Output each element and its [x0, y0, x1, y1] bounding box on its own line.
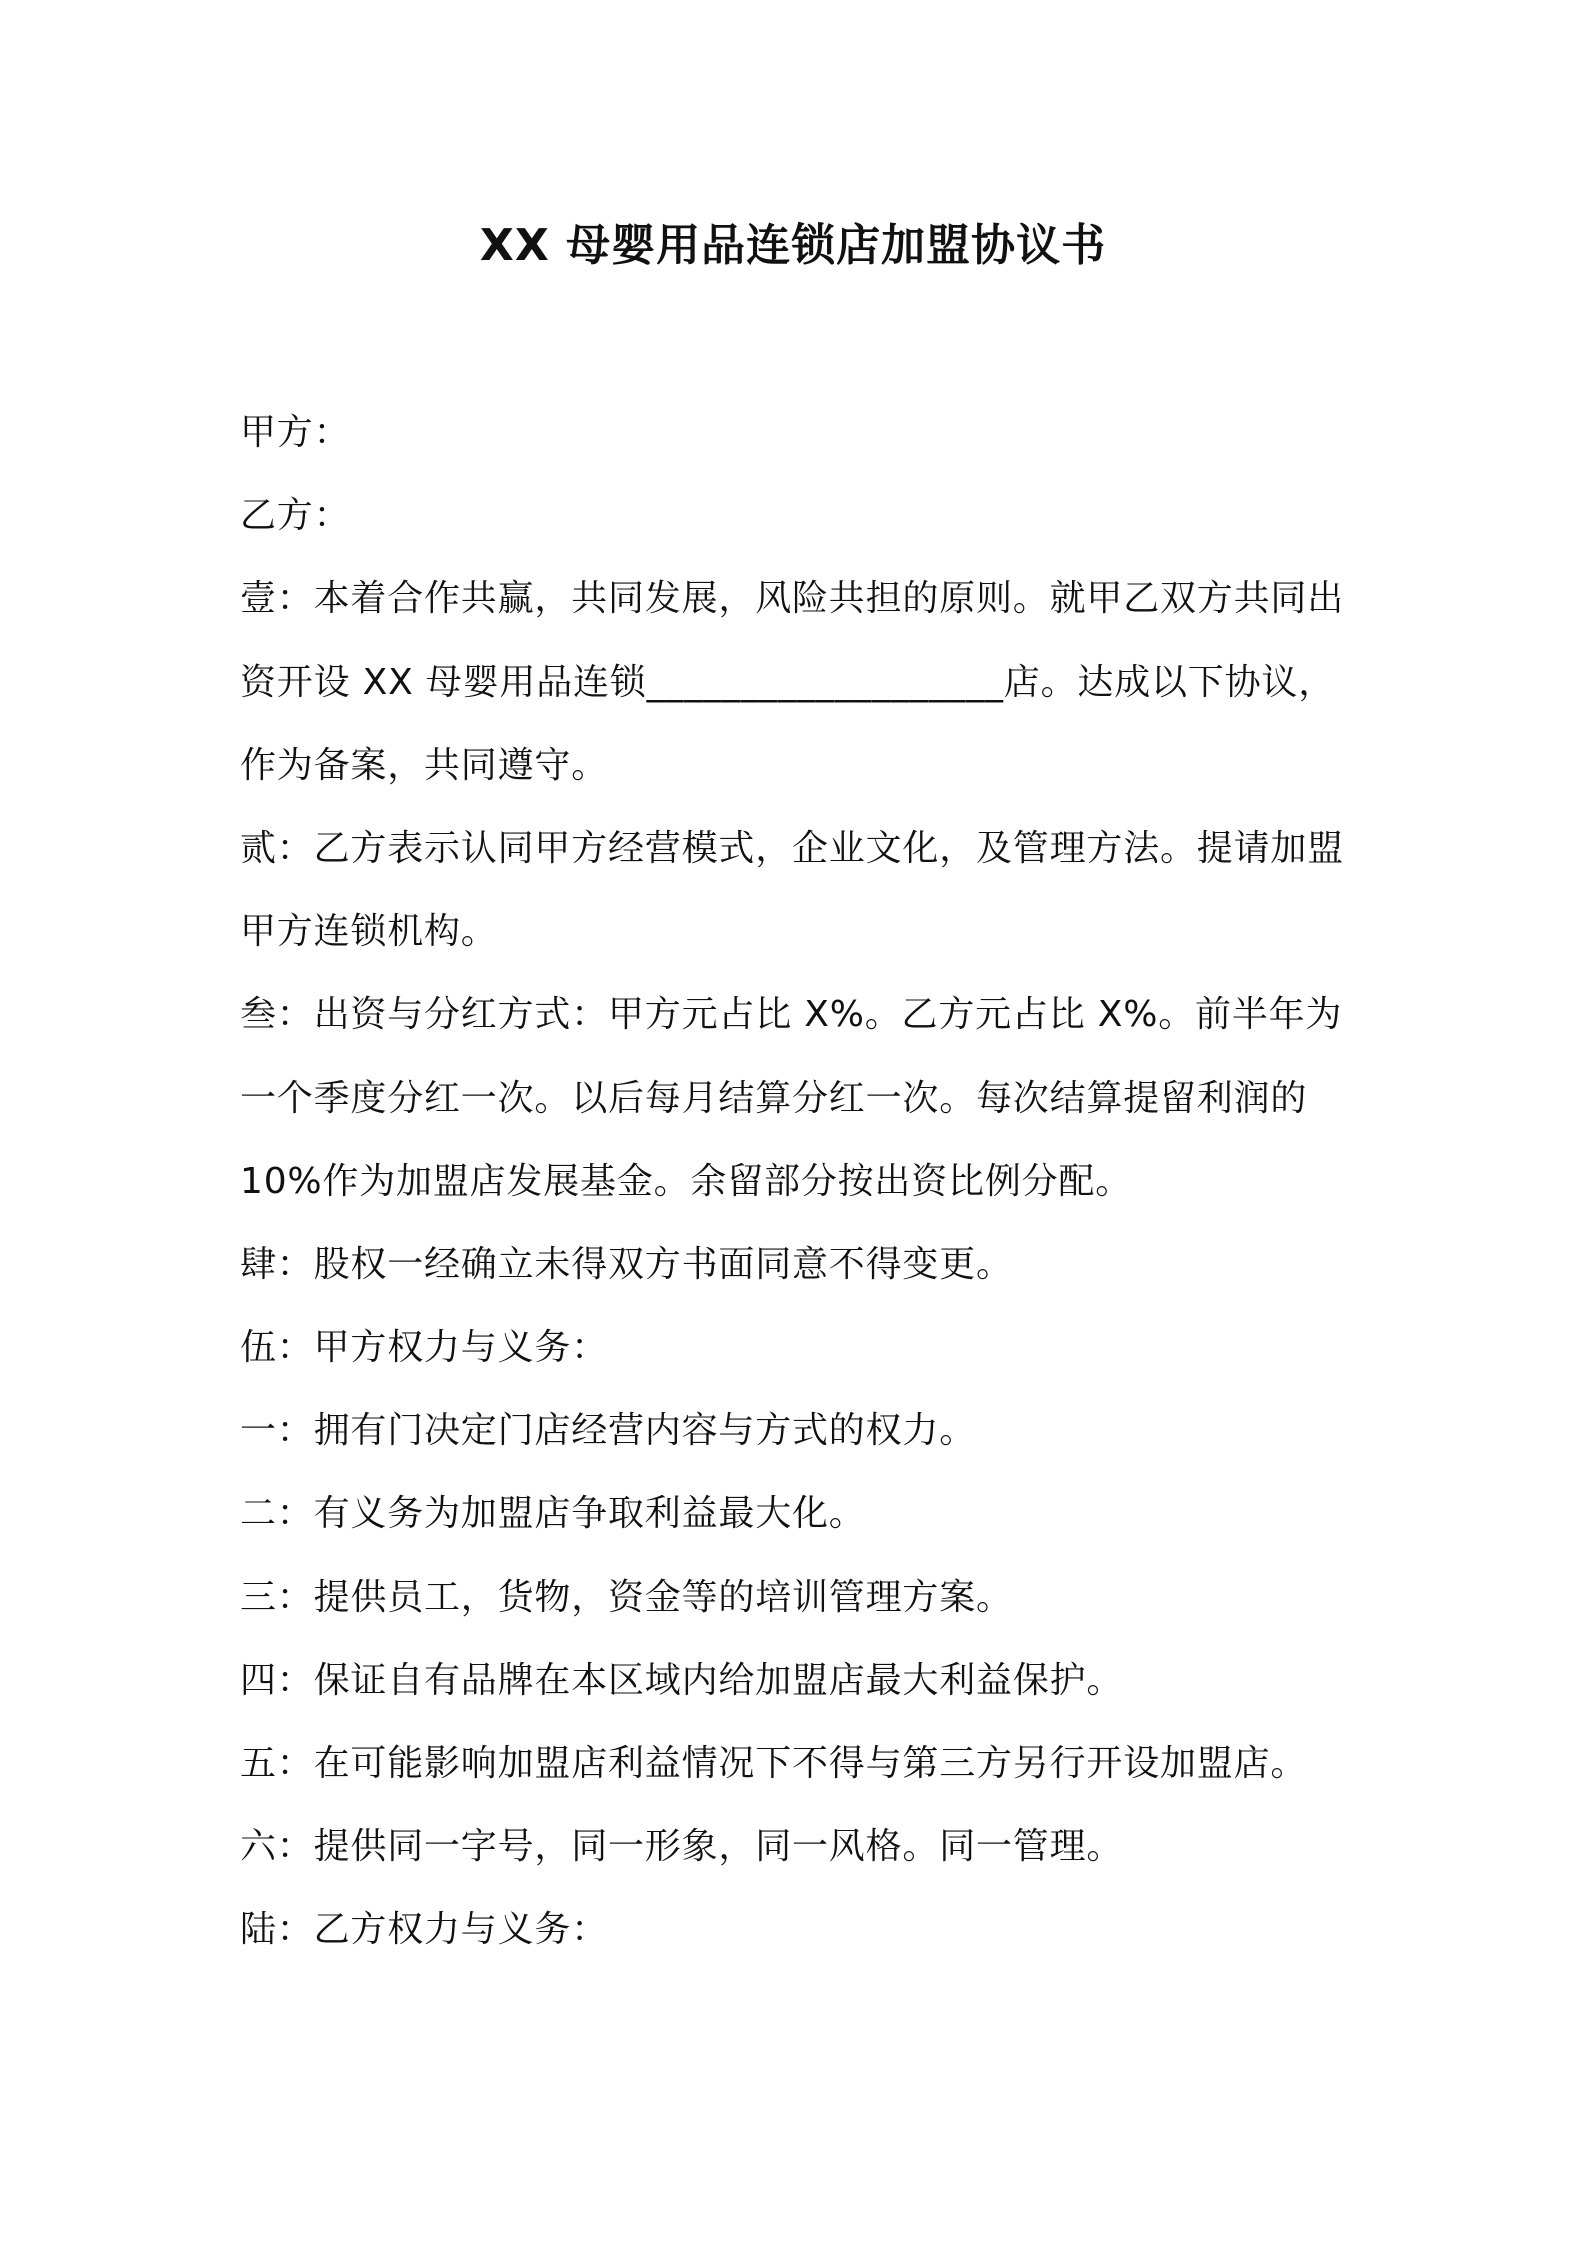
clause-6-heading: 陆：乙方权力与义务：	[240, 1909, 609, 1951]
clause-3-line: 一个季度分红一次。以后每月结算分红一次。每次结算提留利润的	[240, 1077, 1308, 1119]
party-a-duty-item: 五：在可能影响加盟店利益情况下不得与第三方另行开设加盟店。	[240, 1743, 1308, 1784]
party-a-duty-item: 二：有义务为加盟店争取利益最大化。	[240, 1493, 866, 1535]
party-b-line: 乙方：	[240, 495, 351, 537]
clause-1-line: 资开设 XX 母婴用品连锁___________________店。达成以下协议，	[240, 661, 1336, 703]
clause-4-line: 肆：股权一经确立未得双方书面同意不得变更。	[240, 1243, 1013, 1285]
clause-3-line: 10%作为加盟店发展基金。余留部分按出资比例分配。	[240, 1160, 1133, 1202]
clause-2-line: 甲方连锁机构。	[240, 911, 498, 953]
party-a-duty-item: 一：拥有门决定门店经营内容与方式的权力。	[240, 1410, 977, 1452]
clause-2-line: 贰：乙方表示认同甲方经营模式，企业文化，及管理方法。提请加盟	[240, 827, 1345, 869]
party-a-line: 甲方：	[240, 412, 351, 453]
party-a-duty-item: 四：保证自有品牌在本区域内给加盟店最大利益保护。	[240, 1659, 1124, 1701]
clause-3-line: 叁：出资与分红方式：甲方元占比 X%。乙方元占比 X%。前半年为	[240, 994, 1343, 1036]
clause-5-heading: 伍：甲方权力与义务：	[240, 1327, 609, 1369]
document-title: XX 母婴用品连锁店加盟协议书	[479, 220, 1107, 271]
clause-1-line: 壹：本着合作共赢，共同发展，风险共担的原则。就甲乙双方共同出	[240, 578, 1345, 620]
party-a-duty-item: 六：提供同一字号，同一形象，同一风格。同一管理。	[240, 1826, 1124, 1868]
document-body	[240, 391, 1360, 1972]
clause-1-line: 作为备案，共同遵守。	[240, 744, 609, 786]
party-a-duty-item: 三：提供员工，货物，资金等的培训管理方案。	[240, 1576, 1013, 1618]
